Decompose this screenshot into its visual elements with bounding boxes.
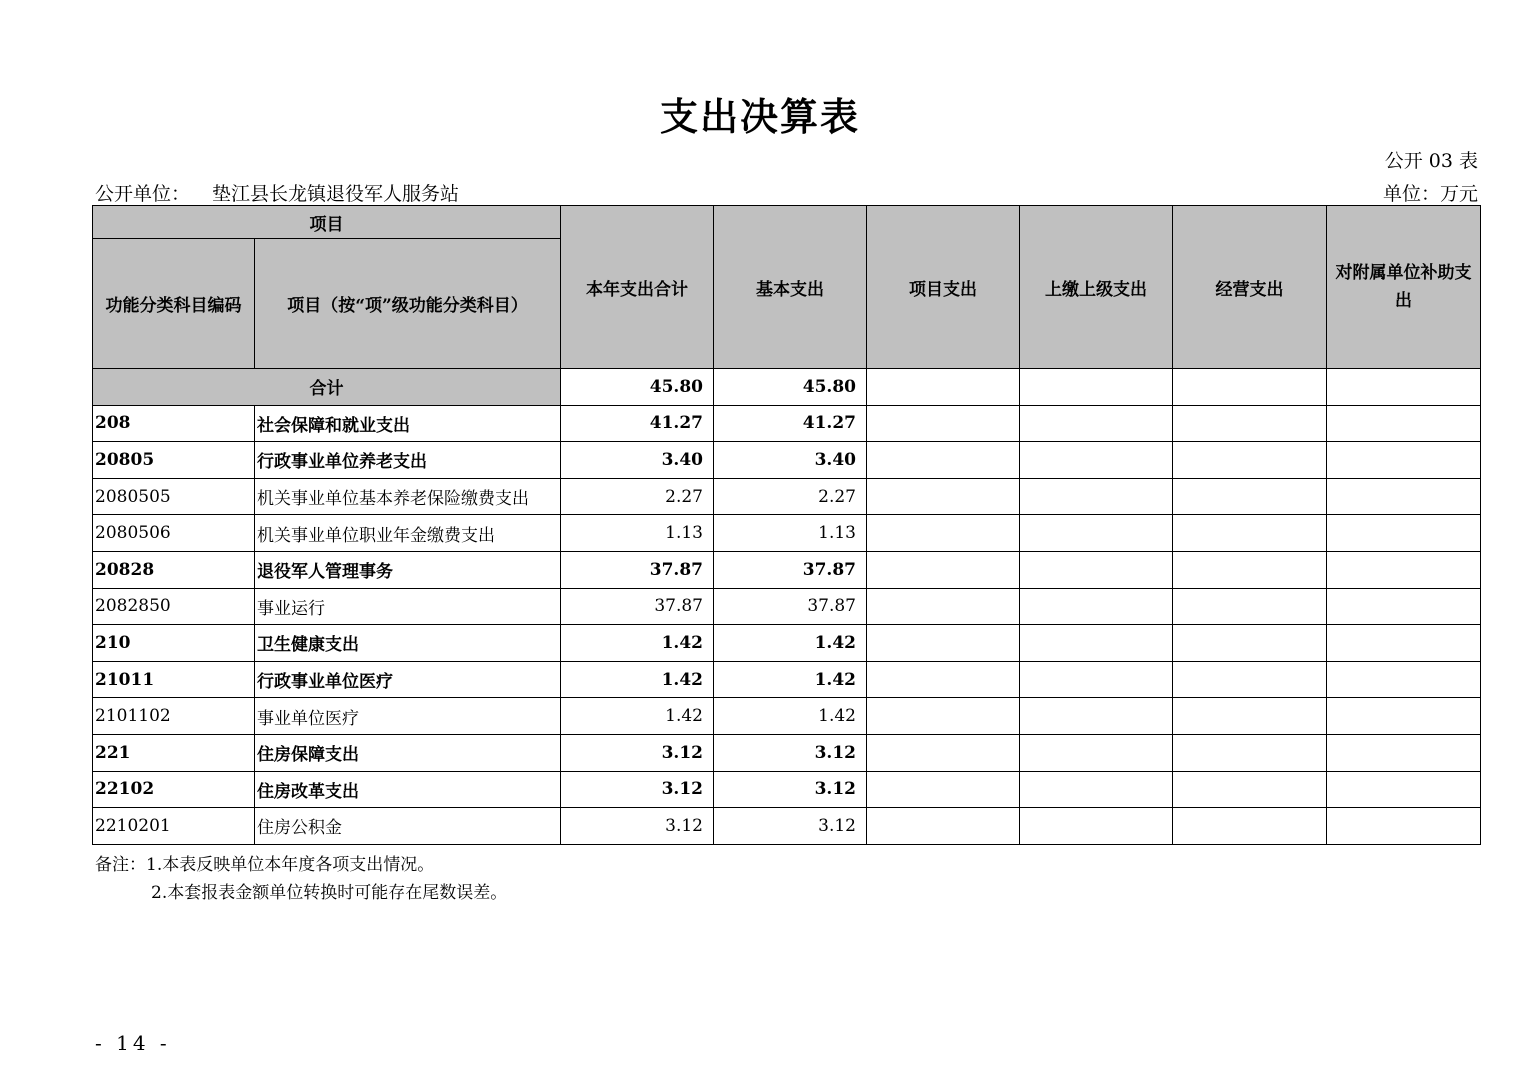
cell-item	[867, 808, 1020, 845]
cell-code: 2101102	[93, 698, 255, 735]
cell-total: 3.12	[561, 734, 714, 771]
cell-item	[867, 478, 1020, 515]
header-project: 项目	[93, 206, 561, 239]
cell-code: 20805	[93, 442, 255, 479]
cell-subsidy	[1327, 625, 1481, 662]
cell-subsidy	[1327, 734, 1481, 771]
total-item	[867, 369, 1020, 406]
reporting-unit	[95, 179, 459, 206]
cell-code: 22102	[93, 771, 255, 808]
cell-code: 2080505	[93, 478, 255, 515]
header-operating: 经营支出	[1173, 206, 1327, 369]
cell-subsidy	[1327, 442, 1481, 479]
table-row	[93, 734, 1481, 771]
cell-upper	[1020, 625, 1173, 662]
cell-code: 210	[93, 625, 255, 662]
reporting-unit-name: 垫江县长龙镇退役军人服务站	[212, 183, 460, 205]
cell-operating	[1173, 734, 1327, 771]
cell-operating	[1173, 588, 1327, 625]
cell-basic: 2.27	[714, 478, 867, 515]
cell-upper	[1020, 661, 1173, 698]
cell-subsidy	[1327, 405, 1481, 442]
cell-total: 3.40	[561, 442, 714, 479]
cell-upper	[1020, 478, 1173, 515]
header-item: 项目支出	[867, 206, 1020, 369]
cell-total: 1.42	[561, 661, 714, 698]
cell-total: 37.87	[561, 551, 714, 588]
table-row	[93, 551, 1481, 588]
cell-name: 行政事业单位养老支出	[255, 442, 561, 479]
cell-item	[867, 405, 1020, 442]
cell-item	[867, 515, 1020, 552]
cell-operating	[1173, 551, 1327, 588]
cell-total: 1.42	[561, 698, 714, 735]
header-upper: 上缴上级支出	[1020, 206, 1173, 369]
note-line-1: 备注：1.本表反映单位本年度各项支出情况。	[95, 855, 435, 875]
cell-upper	[1020, 515, 1173, 552]
cell-basic: 1.42	[714, 625, 867, 662]
cell-subsidy	[1327, 588, 1481, 625]
expenditure-table	[92, 205, 1481, 845]
cell-total: 3.12	[561, 808, 714, 845]
table-row	[93, 661, 1481, 698]
cell-basic: 3.12	[714, 808, 867, 845]
total-label: 合计	[93, 369, 561, 406]
table-row	[93, 478, 1481, 515]
cell-item	[867, 698, 1020, 735]
cell-basic: 1.42	[714, 661, 867, 698]
cell-operating	[1173, 771, 1327, 808]
cell-operating	[1173, 698, 1327, 735]
cell-operating	[1173, 808, 1327, 845]
total-subsidy	[1327, 369, 1481, 406]
total-upper	[1020, 369, 1173, 406]
cell-basic: 3.40	[714, 442, 867, 479]
note-line-2: 2.本套报表金额单位转换时可能存在尾数误差。	[151, 883, 508, 903]
table-row	[93, 808, 1481, 845]
cell-total: 37.87	[561, 588, 714, 625]
cell-total: 2.27	[561, 478, 714, 515]
cell-subsidy	[1327, 478, 1481, 515]
cell-upper	[1020, 588, 1173, 625]
cell-operating	[1173, 442, 1327, 479]
cell-upper	[1020, 771, 1173, 808]
cell-upper	[1020, 405, 1173, 442]
table-row	[93, 515, 1481, 552]
form-number: 公开 03 表	[1384, 150, 1478, 172]
table-row	[93, 588, 1481, 625]
total-amount: 45.80	[561, 369, 714, 406]
cell-operating	[1173, 515, 1327, 552]
cell-code: 221	[93, 734, 255, 771]
cell-code: 2080506	[93, 515, 255, 552]
cell-upper	[1020, 734, 1173, 771]
table-row	[93, 771, 1481, 808]
cell-code: 20828	[93, 551, 255, 588]
table-row	[93, 625, 1481, 662]
cell-name: 住房保障支出	[255, 734, 561, 771]
header-subsidy: 对附属单位补助支出	[1327, 206, 1481, 369]
cell-total: 3.12	[561, 771, 714, 808]
cell-subsidy	[1327, 771, 1481, 808]
page-title: 支出决算表	[659, 94, 860, 139]
cell-basic: 37.87	[714, 588, 867, 625]
cell-code: 21011	[93, 661, 255, 698]
cell-item	[867, 771, 1020, 808]
header-name: 项目（按“项”级功能分类科目）	[255, 239, 561, 369]
cell-basic: 3.12	[714, 734, 867, 771]
cell-name: 行政事业单位医疗	[255, 661, 561, 698]
cell-total: 1.42	[561, 625, 714, 662]
cell-basic: 1.13	[714, 515, 867, 552]
cell-item	[867, 661, 1020, 698]
header-code: 功能分类科目编码	[93, 239, 255, 369]
cell-name: 事业运行	[255, 588, 561, 625]
header-basic: 基本支出	[714, 206, 867, 369]
total-basic: 45.80	[714, 369, 867, 406]
cell-basic: 1.42	[714, 698, 867, 735]
cell-basic: 41.27	[714, 405, 867, 442]
cell-basic: 3.12	[714, 771, 867, 808]
cell-upper	[1020, 808, 1173, 845]
cell-item	[867, 625, 1020, 662]
cell-item	[867, 734, 1020, 771]
cell-subsidy	[1327, 551, 1481, 588]
cell-subsidy	[1327, 698, 1481, 735]
header-total: 本年支出合计	[561, 206, 714, 369]
cell-operating	[1173, 405, 1327, 442]
table-row	[93, 442, 1481, 479]
cell-upper	[1020, 698, 1173, 735]
cell-item	[867, 588, 1020, 625]
cell-subsidy	[1327, 808, 1481, 845]
cell-name: 卫生健康支出	[255, 625, 561, 662]
cell-total: 41.27	[561, 405, 714, 442]
cell-name: 事业单位医疗	[255, 698, 561, 735]
cell-name: 住房改革支出	[255, 771, 561, 808]
cell-code: 2210201	[93, 808, 255, 845]
reporting-unit-label: 公开单位：	[95, 183, 191, 205]
cell-name: 机关事业单位职业年金缴费支出	[255, 515, 561, 552]
cell-total: 1.13	[561, 515, 714, 552]
notes	[95, 851, 507, 907]
cell-code: 208	[93, 405, 255, 442]
currency-unit: 单位：万元	[1382, 183, 1478, 205]
cell-name: 退役军人管理事务	[255, 551, 561, 588]
cell-subsidy	[1327, 515, 1481, 552]
cell-item	[867, 551, 1020, 588]
cell-operating	[1173, 478, 1327, 515]
cell-name: 机关事业单位基本养老保险缴费支出	[255, 478, 561, 515]
cell-upper	[1020, 442, 1173, 479]
cell-name: 住房公积金	[255, 808, 561, 845]
table-row	[93, 405, 1481, 442]
cell-operating	[1173, 661, 1327, 698]
cell-name: 社会保障和就业支出	[255, 405, 561, 442]
cell-operating	[1173, 625, 1327, 662]
cell-subsidy	[1327, 661, 1481, 698]
cell-code: 2082850	[93, 588, 255, 625]
total-row	[93, 369, 1481, 406]
total-operating	[1173, 369, 1327, 406]
cell-basic: 37.87	[714, 551, 867, 588]
page-number: - 14 -	[95, 1031, 171, 1055]
cell-item	[867, 442, 1020, 479]
cell-upper	[1020, 551, 1173, 588]
table-row	[93, 698, 1481, 735]
